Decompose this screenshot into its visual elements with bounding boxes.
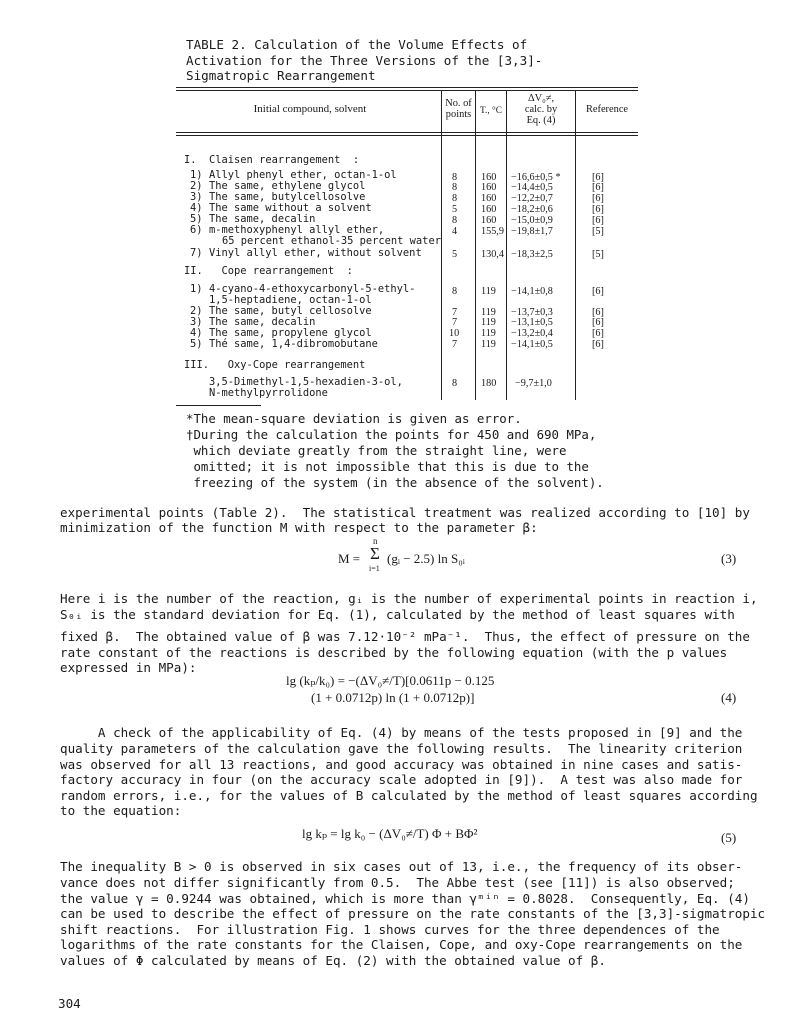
text-line: fixed β. The obtained value of β was 7.12·10⁻² mPa⁻¹. Thus, the effect of pressure on the: [60, 629, 750, 644]
page-number: 304: [58, 996, 81, 1011]
section-label-cope: II. Cope rearrangement :: [184, 265, 353, 277]
row-dv: −9,7±1,0: [515, 378, 552, 389]
eq4-number: (4): [721, 690, 737, 705]
text-line: vance does not differ significantly from 0.5. The Abbe test (see [11]) is also observed;: [60, 875, 735, 890]
text-line: to the equation:: [60, 803, 182, 818]
row-temp: 130,4: [481, 249, 504, 260]
footnote-line: omitted; it is not impossible that this is due to the: [186, 459, 589, 474]
eq4-line-1: lg (kₚ/k₀) = −(ΔV₀≠/T)[0.0611p − 0.125: [286, 673, 495, 688]
header-rule: [176, 132, 638, 133]
col-divider-4: [575, 90, 576, 400]
eq5-number: (5): [721, 830, 737, 845]
section-label-claisen: I. Claisen rearrangement :: [184, 154, 360, 166]
row-compound: The same without a solvent: [209, 202, 372, 214]
row-ref: [6]: [592, 182, 604, 193]
row-ref: [6]: [592, 215, 604, 226]
row-ref: [6]: [592, 204, 604, 215]
row-points: 8: [452, 215, 458, 226]
row-compound: The same, decalin: [209, 213, 316, 225]
header-calc: ΔV₀≠, calc. by Eq. (4): [524, 93, 558, 126]
row-ref: [6]: [592, 172, 604, 183]
text-line: quality parameters of the calculation gave the following results. The linearity criterion: [60, 741, 743, 756]
row-compound: Thé same, 1,4-dibromobutane: [209, 338, 378, 350]
row-dv: −18,3±2,5: [511, 249, 553, 260]
eq3-number: (3): [721, 551, 737, 566]
row-compound: Vinyl allyl ether, without solvent: [209, 247, 422, 259]
col-divider-1: [441, 90, 442, 400]
row-points: 5: [452, 204, 458, 215]
row-temp: 160: [481, 182, 497, 193]
col-divider-2: [475, 90, 476, 400]
eq3-lhs: M =: [338, 551, 361, 566]
row-ref: [6]: [592, 317, 604, 328]
row-temp: 155,9: [481, 226, 504, 237]
row-points: 5: [452, 249, 458, 260]
row-points: 7: [452, 307, 458, 318]
row-compound: 3,5-Dimethyl-1,5-hexadien-3-ol,: [209, 376, 403, 388]
row-ref: [6]: [592, 307, 604, 318]
row-compound: The same, decalin: [209, 316, 316, 328]
row-temp: 180: [481, 378, 497, 389]
text-line: expressed in MPa):: [60, 660, 197, 675]
header-points: No. of points: [445, 98, 472, 120]
text-line: factory accuracy in four (on the accuracy scale adopted in [9]). A test was also made for: [60, 772, 743, 787]
row-ref: [6]: [592, 286, 604, 297]
text-line: values of Φ calculated by means of Eq. (2) with the obtained value of β.: [60, 953, 606, 968]
row-number: 1): [190, 169, 203, 181]
row-number: 4): [190, 202, 203, 214]
row-temp: 160: [481, 172, 497, 183]
row-dv: −15,0±0,9: [511, 215, 553, 226]
row-dv: −14,1±0,5: [511, 339, 553, 350]
row-compound: 65 percent ethanol-35 percent water: [222, 235, 441, 247]
text-line: A check of the applicability of Eq. (4) by means of the tests proposed in [9] and the: [60, 725, 743, 740]
table-top-rule: [176, 87, 638, 88]
row-points: 8: [452, 286, 458, 297]
text-line: Here i is the number of the reaction, gᵢ is the number of experimental points in reaction i,: [60, 591, 758, 606]
row-number: 3): [190, 191, 203, 203]
row-dv: −18,2±0,6: [511, 204, 553, 215]
text-line: rate constant of the reactions is described by the following equation (with the p values: [60, 645, 728, 660]
row-number: 4): [190, 327, 203, 339]
row-temp: 160: [481, 193, 497, 204]
row-points: 7: [452, 339, 458, 350]
row-points: 4: [452, 226, 458, 237]
text-line: shift reactions. For illustration Fig. 1 shows curves for the three dependences of the: [60, 922, 720, 937]
text-line: minimization of the function M with respect to the parameter β:: [60, 520, 538, 535]
text-line: S₀ᵢ is the standard deviation for Eq. (1), calculated by the method of least squares with: [60, 607, 735, 622]
footnote-line: which deviate greatly from the straight line, were: [186, 443, 567, 458]
header-rule-2: [176, 135, 638, 136]
row-ref: [6]: [592, 339, 604, 350]
table-top-rule-2: [176, 90, 638, 91]
row-ref: [5]: [592, 226, 604, 237]
row-compound: The same, butylcellosolve: [209, 191, 366, 203]
row-compound: m-methoxyphenyl allyl ether,: [209, 224, 385, 236]
col-divider-3: [506, 90, 507, 400]
row-points: 8: [452, 378, 458, 389]
row-compound: N-methylpyrrolidone: [209, 387, 328, 399]
row-number: 2): [190, 305, 203, 317]
footnote-line: *The mean-square deviation is given as error.: [186, 411, 522, 426]
row-compound: The same, ethylene glycol: [209, 180, 366, 192]
text-line: was observed for all 13 reactions, and good accuracy was obtained in nine cases and satis-: [60, 757, 743, 772]
row-points: 8: [452, 182, 458, 193]
table-bottom-rule: [176, 405, 261, 406]
row-temp: 119: [481, 307, 496, 318]
table-caption: TABLE 2. Calculation of the Volume Effects of Activation for the Three Versions of the [3,3]- Sigmatropic Rearrangement: [186, 37, 543, 83]
row-compound: The same, propylene glycol: [209, 327, 372, 339]
row-ref: [6]: [592, 193, 604, 204]
row-number: 3): [190, 316, 203, 328]
row-temp: 119: [481, 328, 496, 339]
row-number: 6): [190, 224, 203, 236]
footnote-line: †During the calculation the points for 450 and 690 MPa,: [186, 427, 597, 442]
eq4-line-2: (1 + 0.0712p) ln (1 + 0.0712p)]: [311, 690, 475, 705]
text-line: experimental points (Table 2). The statistical treatment was realized according to [10] by: [60, 505, 750, 520]
row-compound: 1,5-heptadiene, octan-1-ol: [209, 294, 372, 306]
row-ref: [6]: [592, 328, 604, 339]
row-number: 5): [190, 338, 203, 350]
row-temp: 119: [481, 339, 496, 350]
text-line: logarithms of the rate constants for the Claisen, Cope, and oxy-Cope rearrangements on the: [60, 937, 743, 952]
row-dv: −16,6±0,5 *: [511, 172, 561, 183]
header-initial: Initial compound, solvent: [253, 103, 367, 115]
row-number: 1): [190, 283, 203, 295]
footnote-line: freezing of the system (in the absence of the solvent).: [186, 475, 604, 490]
row-dv: −13,1±0,5: [511, 317, 553, 328]
row-dv: −12,2±0,7: [511, 193, 553, 204]
row-compound: 4-cyano-4-ethoxycarbonyl-5-ethyl-: [209, 283, 416, 295]
row-temp: 119: [481, 286, 496, 297]
row-temp: 160: [481, 204, 497, 215]
eq5-body: lg kₚ = lg k₀ − (ΔV₀≠/T) Φ + BΦ²: [302, 826, 478, 841]
eq3-rhs: (gᵢ − 2.5) ln S₀ᵢ: [387, 551, 465, 566]
row-ref: [5]: [592, 249, 604, 260]
row-number: 5): [190, 213, 203, 225]
eq3-sum-lower: i=1: [369, 564, 380, 573]
eq3-sum-symbol: Σ: [370, 544, 380, 563]
header-temp: T., °C: [479, 106, 503, 116]
text-line: The inequality B > 0 is observed in six cases out of 13, i.e., the frequency of its obser-: [60, 859, 743, 874]
row-dv: −14,4±0,5: [511, 182, 553, 193]
row-dv: −14,1±0,8: [511, 286, 553, 297]
row-dv: −13,7±0,3: [511, 307, 553, 318]
row-number: 2): [190, 180, 203, 192]
row-points: 8: [452, 193, 458, 204]
text-line: can be used to describe the effect of pressure on the rate constants of the [3,3]-sigmatropic: [60, 906, 766, 921]
row-points: 10: [449, 328, 460, 339]
row-compound: Allyl phenyl ether, octan-1-ol: [209, 169, 397, 181]
row-points: 7: [452, 317, 458, 328]
section-label-oxy-cope: III. Oxy-Cope rearrangement: [184, 359, 366, 371]
row-points: 8: [452, 172, 458, 183]
row-dv: −19,8±1,7: [511, 226, 553, 237]
row-dv: −13,2±0,4: [511, 328, 553, 339]
row-temp: 160: [481, 215, 497, 226]
text-line: the value γ = 0.9244 was obtained, which is more than γᵐⁱⁿ = 0.8028. Consequently, Eq. (4): [60, 891, 750, 906]
row-temp: 119: [481, 317, 496, 328]
text-line: random errors, i.e., for the values of B calculated by the method of least squares according: [60, 788, 758, 803]
row-number: 7): [190, 247, 203, 259]
row-compound: The same, butyl cellosolve: [209, 305, 372, 317]
header-ref: Reference: [585, 104, 629, 115]
eq3-sum-upper: n: [373, 536, 378, 546]
